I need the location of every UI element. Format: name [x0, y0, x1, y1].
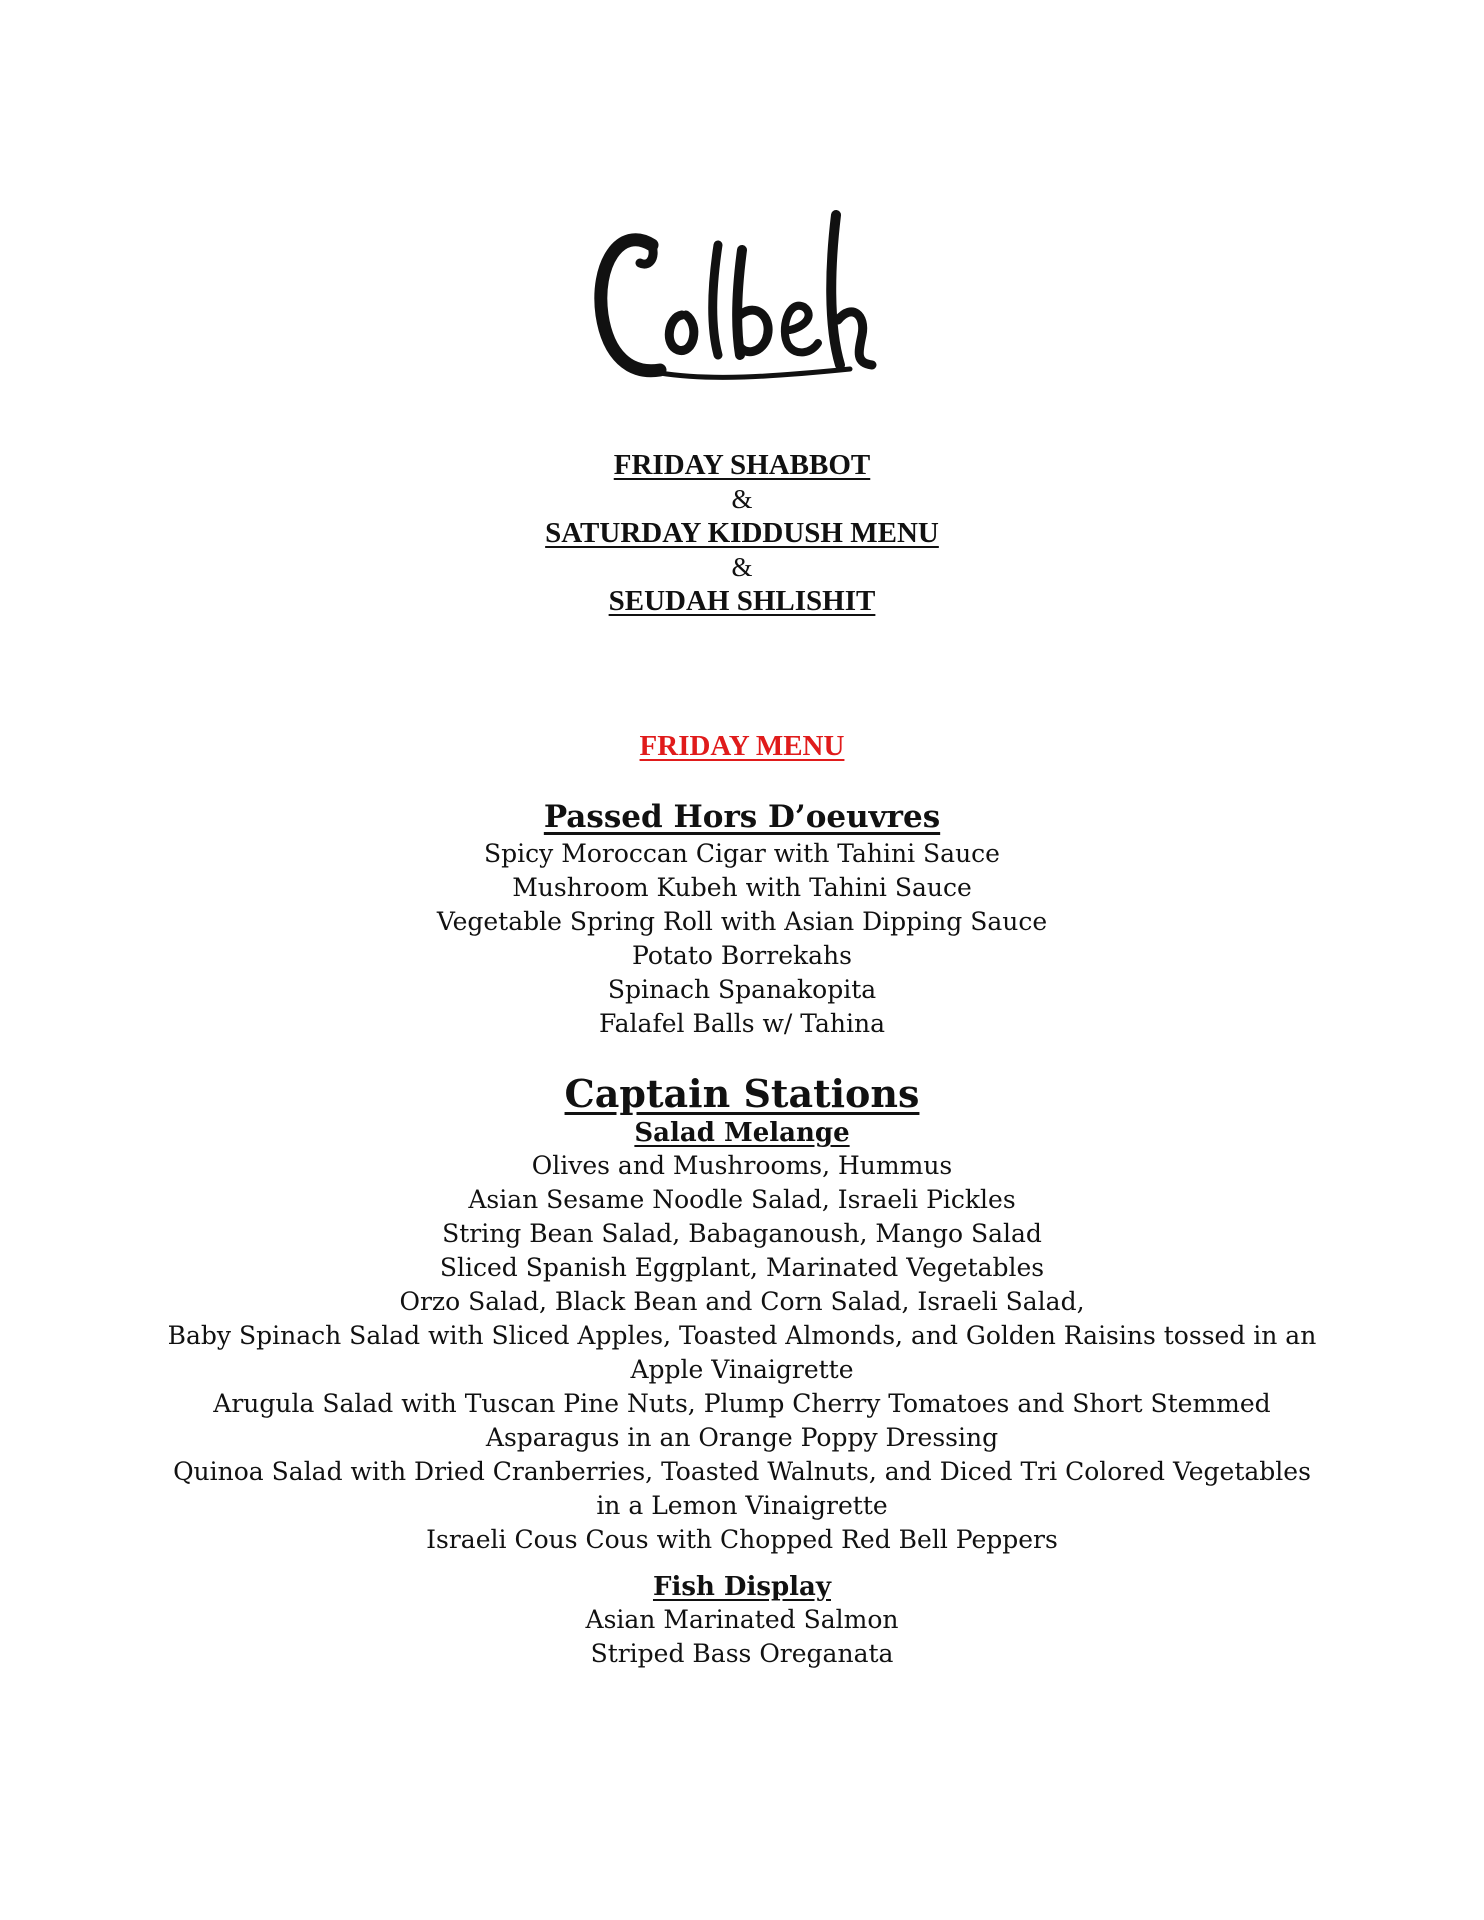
list-item: Orzo Salad, Black Bean and Corn Salad, Israeli Salad, — [399, 1287, 1085, 1316]
title-friday-shabbot: FRIDAY SHABBOT — [613, 449, 871, 481]
list-item: Arugula Salad with Tuscan Pine Nuts, Plump Cherry Tomatoes and Short Stemmed — [213, 1389, 1271, 1418]
list-item: Spinach Spanakopita — [607, 975, 877, 1004]
title-ampersand-1: & — [731, 484, 753, 514]
list-item: Spicy Moroccan Cigar with Tahini Sauce — [484, 839, 1000, 868]
passed-items-list — [0, 837, 1484, 1041]
list-item: Asparagus in an Orange Poppy Dressing — [485, 1423, 999, 1452]
list-item: Baby Spinach Salad with Sliced Apples, Toasted Almonds, and Golden Raisins tossed in an — [167, 1321, 1317, 1350]
list-item: Asian Sesame Noodle Salad, Israeli Pickles — [468, 1185, 1016, 1214]
colbeh-brush-logo-icon — [590, 205, 890, 405]
list-item: Potato Borrekahs — [632, 941, 852, 970]
list-item: Falafel Balls w/ Tahina — [599, 1009, 885, 1038]
title-ampersand-2: & — [731, 552, 753, 582]
menu-body — [0, 797, 1484, 1671]
list-item: Quinoa Salad with Dried Cranberries, Toasted Walnuts, and Diced Tri Colored Vegetables — [173, 1457, 1311, 1486]
list-item: Mushroom Kubeh with Tahini Sauce — [512, 873, 972, 902]
list-item: Israeli Cous Cous with Chopped Red Bell Peppers — [426, 1525, 1058, 1554]
list-item: String Bean Salad, Babaganoush, Mango Salad — [442, 1219, 1042, 1248]
title-seudah-shlishit: SEUDAH SHLISHIT — [608, 585, 876, 617]
fish-items-list — [0, 1603, 1484, 1671]
salad-items-list — [0, 1149, 1484, 1557]
list-item: Asian Marinated Salmon — [585, 1605, 899, 1634]
list-item: Striped Bass Oreganata — [590, 1639, 894, 1668]
list-item: Vegetable Spring Roll with Asian Dipping Sauce — [436, 907, 1048, 936]
captain-stations-heading: Captain Stations — [564, 1071, 920, 1116]
passed-hors-doeuvres-heading: Passed Hors D’oeuvres — [543, 799, 941, 835]
salad-melange-heading: Salad Melange — [634, 1118, 850, 1148]
colbeh-logo — [590, 205, 890, 405]
list-item: Olives and Mushrooms, Hummus — [531, 1151, 953, 1180]
event-title-block — [0, 448, 1484, 619]
title-saturday-kiddush: SATURDAY KIDDUSH MENU — [545, 517, 939, 549]
list-item: Apple Vinaigrette — [630, 1355, 854, 1384]
fish-display-heading: Fish Display — [652, 1572, 831, 1602]
friday-menu-heading: FRIDAY MENU — [639, 730, 845, 762]
list-item: in a Lemon Vinaigrette — [596, 1491, 888, 1520]
list-item: Sliced Spanish Eggplant, Marinated Vegetables — [439, 1253, 1045, 1282]
